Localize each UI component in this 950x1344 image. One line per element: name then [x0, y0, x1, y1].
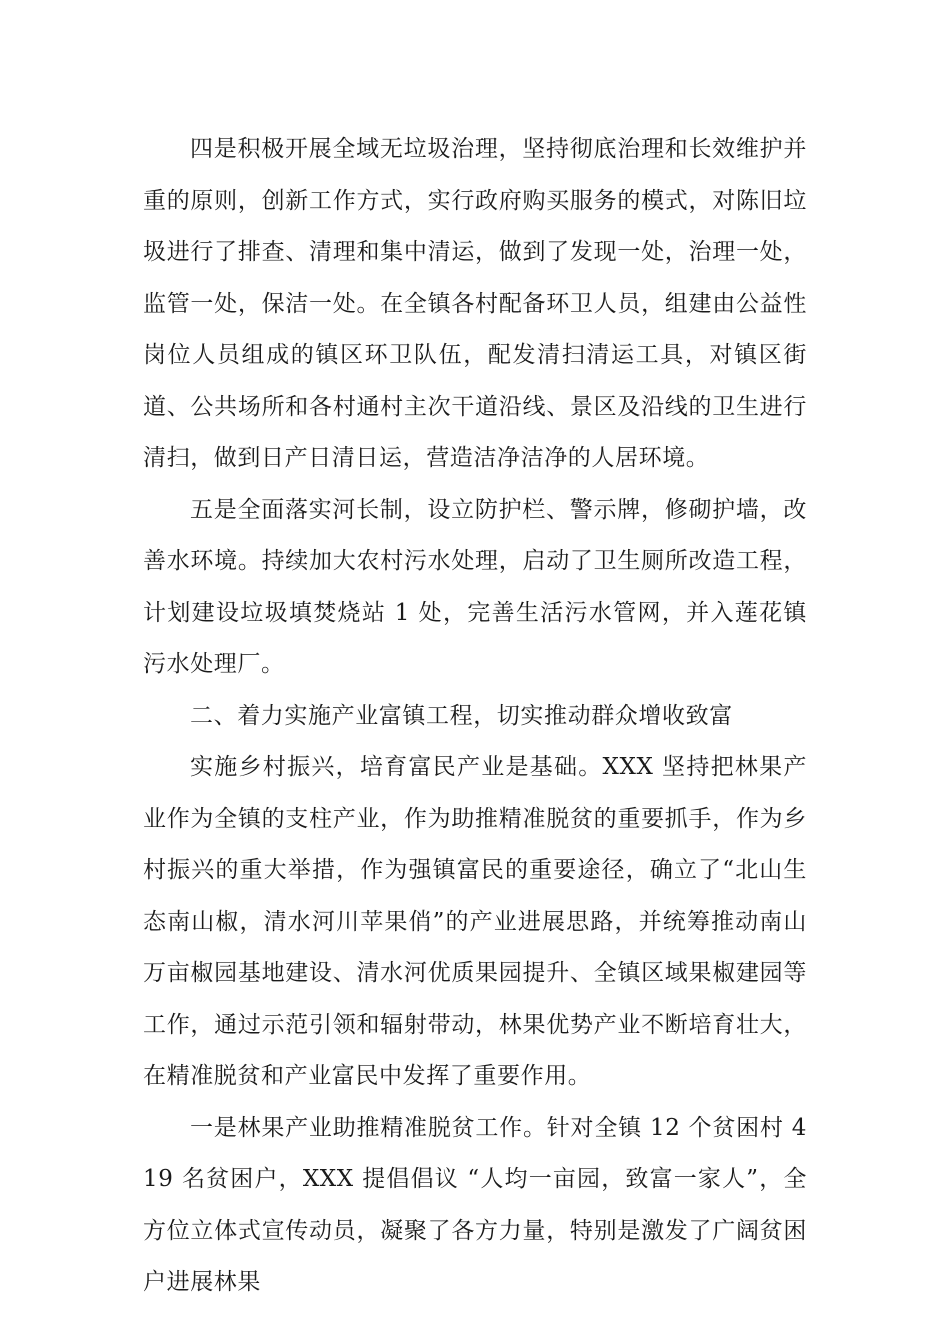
- paragraph-river-chief-system: 五是全面落实河长制，设立防护栏、警示牌，修砌护墙，改善水环境。持续加大农村污水处理，启动了卫生厕所改造工程，计划建设垃圾填焚烧站 1 处，完善生活污水管网，并入莲花镇污水处理厂。: [143, 496, 807, 677]
- paragraph-rural-revitalization: 实施乡村振兴，培育富民产业是基础。XXX 坚持把林果产业作为全镇的支柱产业，作为助推精准脱贫的重要抓手，作为乡村振兴的重大举措，作为强镇富民的重要途径，确立了“北山生态南山椒，清水河川苹果俏”的产业进展思路，并统筹推动南山万亩椒园基地建设、清水河优质果园提升、全镇区域果椒建园等工作，通过示范引领和辐射带动，林果优势产业不断培育壮大，在精准脱贫和产业富民中发挥了重要作用。: [143, 754, 807, 1089]
- section-heading-industry: 二、着力实施产业富镇工程，切实推动群众增收致富: [190, 702, 733, 729]
- paragraph-garbage-governance: 四是积极开展全域无垃圾治理，坚持彻底治理和长效维护并重的原则，创新工作方式，实行政府购买服务的模式，对陈旧垃圾进行了排查、清理和集中清运，做到了发现一处，治理一处，监管一处，保洁一处。在全镇各村配备环卫人员，组建由公益性岗位人员组成的镇区环卫队伍，配发清扫清运工具，对镇区街道、公共场所和各村通村主次干道沿线、景区及沿线的卫生进行清扫，做到日产日清日运，营造洁净洁净的人居环境。: [143, 136, 807, 471]
- document-body: [143, 124, 807, 1309]
- paragraph-poverty-alleviation: 一是林果产业助推精准脱贫工作。针对全镇 12 个贫困村 419 名贫困户，XXX 提倡倡议 “人均一亩园，致富一家人”，全方位立体式宣传动员，凝聚了各方力量，特别是激发了广阔贫困户进展林果: [143, 1114, 807, 1295]
